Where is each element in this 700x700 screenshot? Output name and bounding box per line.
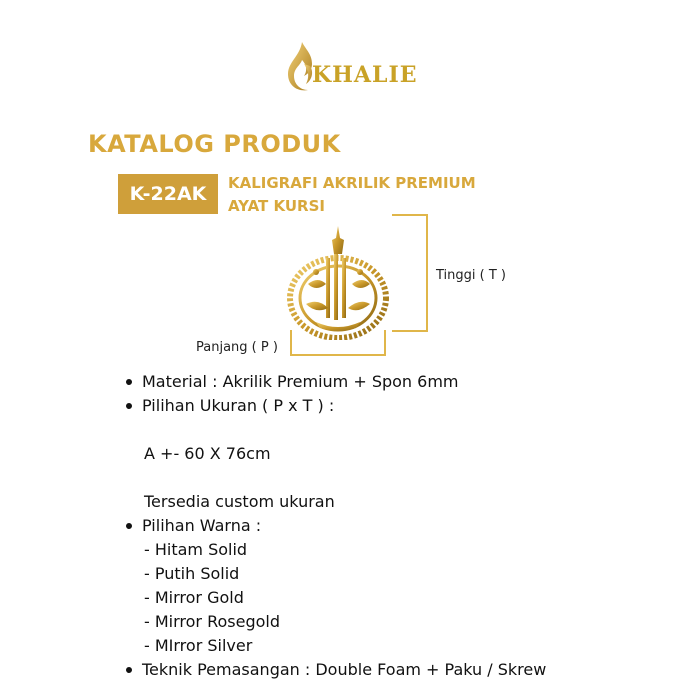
product-code-badge: K-22AK (118, 174, 218, 214)
spec-color-option: - Putih Solid (144, 564, 240, 583)
width-label: Panjang ( P ) (196, 340, 278, 355)
spacer (122, 466, 682, 490)
product-name-line2: AYAT KURSI (228, 197, 325, 215)
spec-color-option: - Hitam Solid (144, 540, 248, 559)
product-name-line1: KALIGRAFI AKRILIK PREMIUM (228, 174, 476, 192)
catalog-title: KATALOG PRODUK (88, 130, 341, 158)
spec-custom-note: Tersedia custom ukuran (144, 492, 335, 511)
product-name (228, 172, 528, 218)
brand-logo (282, 40, 422, 96)
spec-color-option: - Mirror Gold (144, 588, 244, 607)
spec-color-heading: Pilihan Warna : (122, 514, 682, 538)
spacer (122, 418, 682, 442)
brand-name: KHALIE (312, 62, 418, 88)
height-dimension-line (392, 214, 428, 332)
spec-size-value: A +- 60 X 76cm (144, 444, 271, 463)
spec-color-option: - Mirror Rosegold (144, 612, 280, 631)
spec-material: Material : Akrilik Premium + Spon 6mm (122, 370, 682, 394)
calligraphy-artwork (286, 224, 390, 340)
spec-list (122, 370, 682, 682)
spec-color-option: - MIrror Silver (144, 636, 253, 655)
width-dimension-line (290, 330, 386, 356)
spec-installation: Teknik Pemasangan : Double Foam + Paku / Skrew (122, 658, 682, 682)
height-label: Tinggi ( T ) (436, 268, 506, 283)
spec-size-heading: Pilihan Ukuran ( P x T ) : (122, 394, 682, 418)
